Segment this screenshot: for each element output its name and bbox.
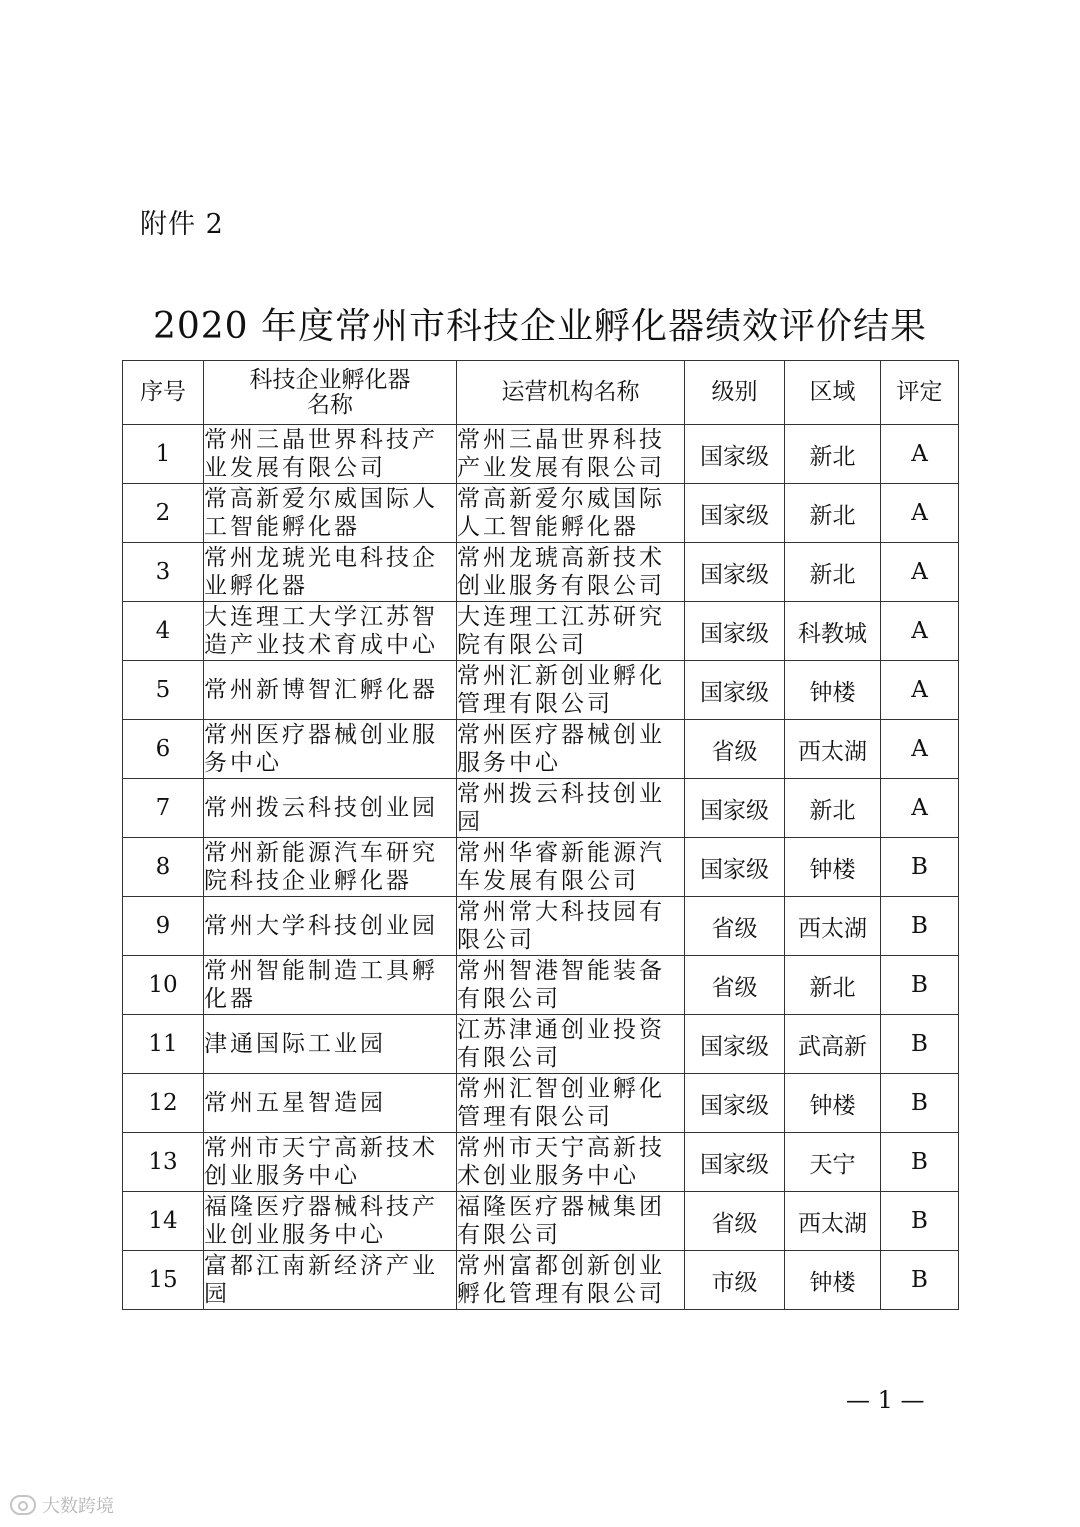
results-table — [122, 360, 959, 1310]
cell-level: 国家级 — [685, 661, 785, 720]
cell-region: 科教城 — [785, 602, 881, 661]
cell-incubator-name: 常州三晶世界科技产业发展有限公司 — [204, 425, 457, 484]
cell-level: 国家级 — [685, 1015, 785, 1074]
cell-row-number: 10 — [123, 956, 204, 1015]
header-level: 级别 — [685, 361, 785, 425]
table-row — [123, 956, 959, 1015]
cell-grade: A — [881, 779, 959, 838]
cell-grade: B — [881, 956, 959, 1015]
cell-grade: B — [881, 1074, 959, 1133]
cell-level: 市级 — [685, 1251, 785, 1310]
cell-level: 省级 — [685, 1192, 785, 1251]
cell-region: 新北 — [785, 425, 881, 484]
cell-operator-name: 常州拨云科技创业园 — [457, 779, 685, 838]
cell-level: 国家级 — [685, 838, 785, 897]
table-body — [123, 425, 959, 1310]
header-incubator-name-line1: 科技企业孵化器 — [249, 366, 411, 393]
cell-level: 省级 — [685, 956, 785, 1015]
cell-grade: A — [881, 543, 959, 602]
table-row — [123, 1133, 959, 1192]
table-row — [123, 720, 959, 779]
cell-operator-name: 常州富都创新创业孵化管理有限公司 — [457, 1251, 685, 1310]
cell-region: 西太湖 — [785, 1192, 881, 1251]
cell-region: 新北 — [785, 484, 881, 543]
cell-incubator-name: 富都江南新经济产业园 — [204, 1251, 457, 1310]
table-row — [123, 543, 959, 602]
cell-level: 国家级 — [685, 1133, 785, 1192]
cell-row-number: 1 — [123, 425, 204, 484]
cell-row-number: 4 — [123, 602, 204, 661]
cell-incubator-name: 常州智能制造工具孵化器 — [204, 956, 457, 1015]
cell-row-number: 14 — [123, 1192, 204, 1251]
cell-grade: B — [881, 1192, 959, 1251]
table-row — [123, 1015, 959, 1074]
document-title: 2020 年度常州市科技企业孵化器绩效评价结果 — [152, 306, 928, 347]
cell-grade: A — [881, 602, 959, 661]
cell-operator-name: 常州华睿新能源汽车发展有限公司 — [457, 838, 685, 897]
table-row — [123, 1251, 959, 1310]
table-row — [123, 484, 959, 543]
table-row — [123, 1192, 959, 1251]
cell-grade: B — [881, 1133, 959, 1192]
cell-row-number: 9 — [123, 897, 204, 956]
cell-row-number: 7 — [123, 779, 204, 838]
cell-level: 国家级 — [685, 484, 785, 543]
cell-region: 新北 — [785, 956, 881, 1015]
page-number: — 1 — — [846, 1386, 925, 1414]
cell-operator-name: 常州常大科技园有限公司 — [457, 897, 685, 956]
cell-grade: A — [881, 484, 959, 543]
cell-grade: B — [881, 897, 959, 956]
cell-operator-name: 常州三晶世界科技产业发展有限公司 — [457, 425, 685, 484]
cell-row-number: 12 — [123, 1074, 204, 1133]
cell-incubator-name: 常州大学科技创业园 — [204, 897, 457, 956]
cell-incubator-name: 常州市天宁高新技术创业服务中心 — [204, 1133, 457, 1192]
cell-level: 国家级 — [685, 602, 785, 661]
cell-operator-name: 常州智港智能装备有限公司 — [457, 956, 685, 1015]
watermark-logo-icon — [10, 1495, 36, 1515]
cell-region: 钟楼 — [785, 1251, 881, 1310]
cell-level: 国家级 — [685, 543, 785, 602]
cell-region: 钟楼 — [785, 838, 881, 897]
cell-row-number: 11 — [123, 1015, 204, 1074]
cell-row-number: 5 — [123, 661, 204, 720]
table-row — [123, 897, 959, 956]
cell-level: 国家级 — [685, 779, 785, 838]
cell-grade: B — [881, 838, 959, 897]
cell-incubator-name: 常州新博智汇孵化器 — [204, 661, 457, 720]
cell-incubator-name: 津通国际工业园 — [204, 1015, 457, 1074]
cell-row-number: 15 — [123, 1251, 204, 1310]
cell-level: 省级 — [685, 897, 785, 956]
cell-region: 新北 — [785, 543, 881, 602]
table-row — [123, 838, 959, 897]
cell-grade: A — [881, 720, 959, 779]
attachment-label: 附件 2 — [140, 209, 224, 240]
cell-incubator-name: 常州龙琥光电科技企业孵化器 — [204, 543, 457, 602]
header-grade: 评定 — [881, 361, 959, 425]
cell-level: 国家级 — [685, 1074, 785, 1133]
header-no: 序号 — [123, 361, 204, 425]
header-incubator-name — [204, 361, 457, 425]
table-header-row — [123, 361, 959, 425]
cell-operator-name: 常州医疗器械创业服务中心 — [457, 720, 685, 779]
cell-incubator-name: 常高新爱尔威国际人工智能孵化器 — [204, 484, 457, 543]
cell-grade: A — [881, 425, 959, 484]
cell-region: 钟楼 — [785, 1074, 881, 1133]
watermark-text: 大数跨境 — [42, 1496, 114, 1517]
table-row — [123, 661, 959, 720]
cell-operator-name: 江苏津通创业投资有限公司 — [457, 1015, 685, 1074]
cell-region: 武高新 — [785, 1015, 881, 1074]
cell-operator-name: 常州市天宁高新技术创业服务中心 — [457, 1133, 685, 1192]
cell-operator-name: 福隆医疗器械集团有限公司 — [457, 1192, 685, 1251]
table-row — [123, 779, 959, 838]
header-operator: 运营机构名称 — [457, 361, 685, 425]
cell-incubator-name: 福隆医疗器械科技产业创业服务中心 — [204, 1192, 457, 1251]
cell-row-number: 8 — [123, 838, 204, 897]
cell-row-number: 13 — [123, 1133, 204, 1192]
cell-row-number: 3 — [123, 543, 204, 602]
cell-operator-name: 常州汇智创业孵化管理有限公司 — [457, 1074, 685, 1133]
cell-incubator-name: 常州五星智造园 — [204, 1074, 457, 1133]
cell-region: 西太湖 — [785, 720, 881, 779]
cell-operator-name: 常州龙琥高新技术创业服务有限公司 — [457, 543, 685, 602]
cell-incubator-name: 常州医疗器械创业服务中心 — [204, 720, 457, 779]
cell-grade: A — [881, 661, 959, 720]
cell-level: 省级 — [685, 720, 785, 779]
header-region: 区域 — [785, 361, 881, 425]
header-incubator-name-line2: 名称 — [307, 391, 353, 418]
cell-region: 新北 — [785, 779, 881, 838]
cell-incubator-name: 常州拨云科技创业园 — [204, 779, 457, 838]
cell-level: 国家级 — [685, 425, 785, 484]
cell-operator-name: 大连理工江苏研究院有限公司 — [457, 602, 685, 661]
cell-operator-name: 常州汇新创业孵化管理有限公司 — [457, 661, 685, 720]
cell-incubator-name: 大连理工大学江苏智造产业技术育成中心 — [204, 602, 457, 661]
table-row — [123, 425, 959, 484]
cell-grade: B — [881, 1015, 959, 1074]
cell-row-number: 6 — [123, 720, 204, 779]
table-row — [123, 1074, 959, 1133]
cell-region: 钟楼 — [785, 661, 881, 720]
cell-incubator-name: 常州新能源汽车研究院科技企业孵化器 — [204, 838, 457, 897]
cell-row-number: 2 — [123, 484, 204, 543]
table-row — [123, 602, 959, 661]
cell-grade: B — [881, 1251, 959, 1310]
cell-region: 天宁 — [785, 1133, 881, 1192]
watermark — [10, 1492, 114, 1518]
cell-operator-name: 常高新爱尔威国际人工智能孵化器 — [457, 484, 685, 543]
cell-region: 西太湖 — [785, 897, 881, 956]
